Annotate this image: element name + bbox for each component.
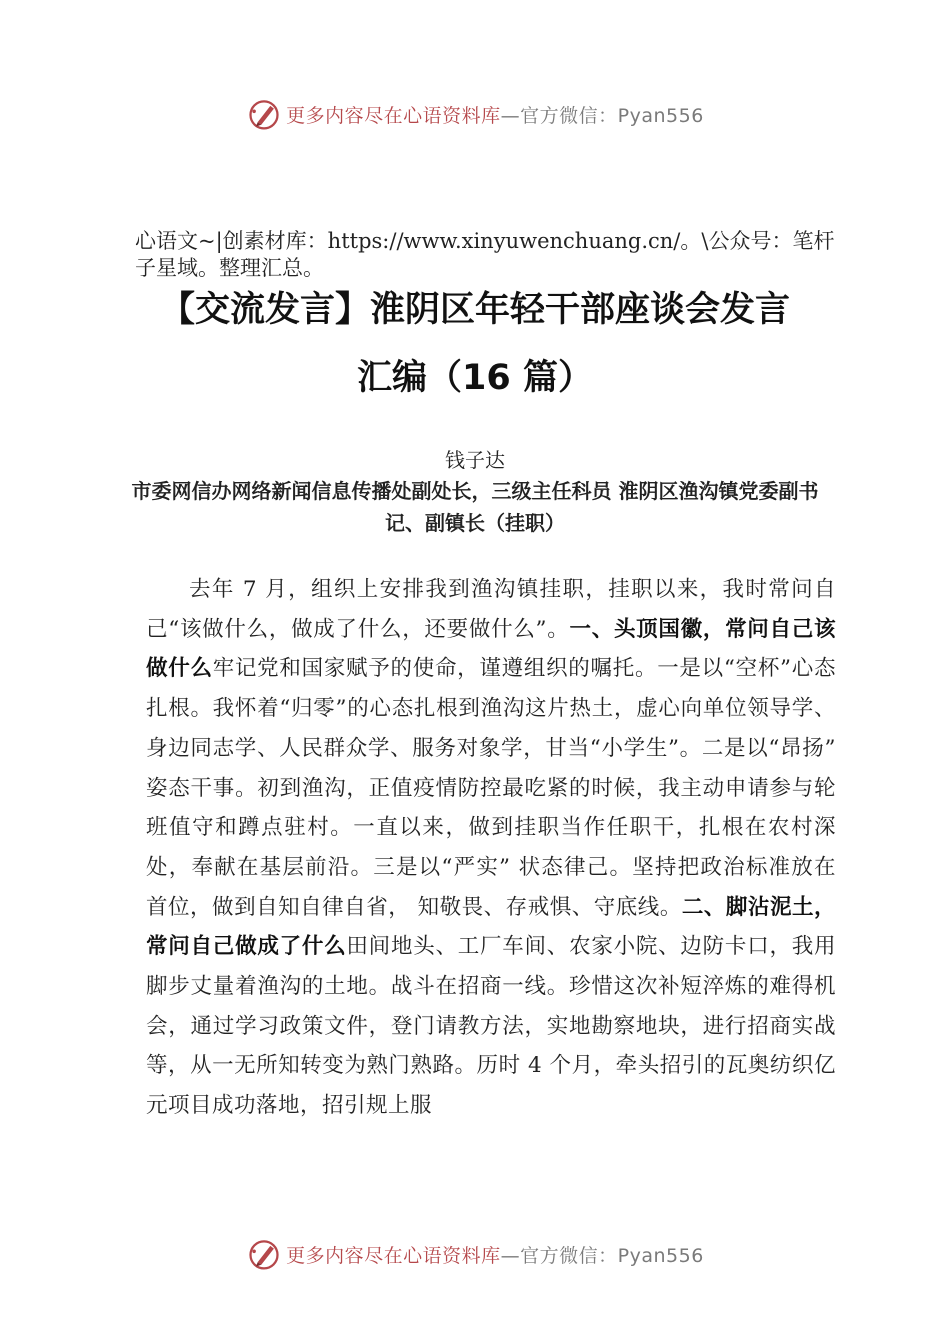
body-text-3: 田间地头、工厂车间、农家小院、边防卡口，我用脚步丈量着渔沟的土地。战斗在招商一线。珍惜这次补短淬炼的难得机会，通过学习政策文件，登门请教方法，实地勘察地块，进行招商实战等，从一无所知转变为熟门熟路。历时 4 个月，牵头招引的瓦奥纺织亿元项目成功落地，招引规上服 (146, 934, 836, 1119)
body-text-2: 牢记党和国家赋予的使命，谨遵组织的嘱托。一是以“空杯”心态扎根。我怀着“归零”的心态扎根到渔沟这片热土，虚心向单位领导学、身边同志学、人民群众学、服务对象学，甘当“小学生”。二是以“昂扬” 姿态干事。初到渔沟，正值疫情防控最吃紧的时候，我主动申请参与轮班值守和蹲点驻村。一直以来，做到挂职当作任职干，扎根在农村深处，奉献在基层前沿。三是以“严实” 状态律己。坚持把政治标准放在首位，做到自知自律自省， 知敬畏、存戒惧、守底线。 (146, 656, 836, 920)
pen-logo-icon (246, 1236, 282, 1272)
author-name: 钱子达 (445, 448, 505, 472)
document-title-line-1: 【交流发言】淮阴区年轻干部座谈会发言 (159, 290, 790, 330)
author-position: 市委网信办网络新闻信息传播处副处长，三级主任科员 淮阴区渔沟镇党委副书记、副镇长（挂职） (131, 479, 819, 535)
section-heading-1: 一、头顶国徽，常问自己该做什么 (146, 616, 836, 682)
header-note: 心语文~|创素材库：https://www.xinyuwenchuang.cn/。\公众号：笔杆子星域。整理汇总。 (135, 229, 835, 280)
body-paragraph (146, 570, 836, 1126)
watermark-text: 更多内容尽在心语资料库—官方微信：Pyan556 (286, 1244, 704, 1267)
section-heading-2: 二、脚沾泥土，常问自己做成了什么 (146, 894, 836, 960)
watermark-banner-top (0, 96, 950, 132)
pen-logo-icon (246, 96, 282, 132)
watermark-text: 更多内容尽在心语资料库—官方微信：Pyan556 (286, 104, 704, 127)
document-title-line-2: 汇编（16 篇） (357, 358, 593, 398)
body-text-1: 去年 7 月，组织上安排我到渔沟镇挂职，挂职以来，我时常问自己“该做什么，做成了什么，还要做什么”。 (146, 577, 836, 642)
watermark-banner-bottom (0, 1236, 950, 1272)
